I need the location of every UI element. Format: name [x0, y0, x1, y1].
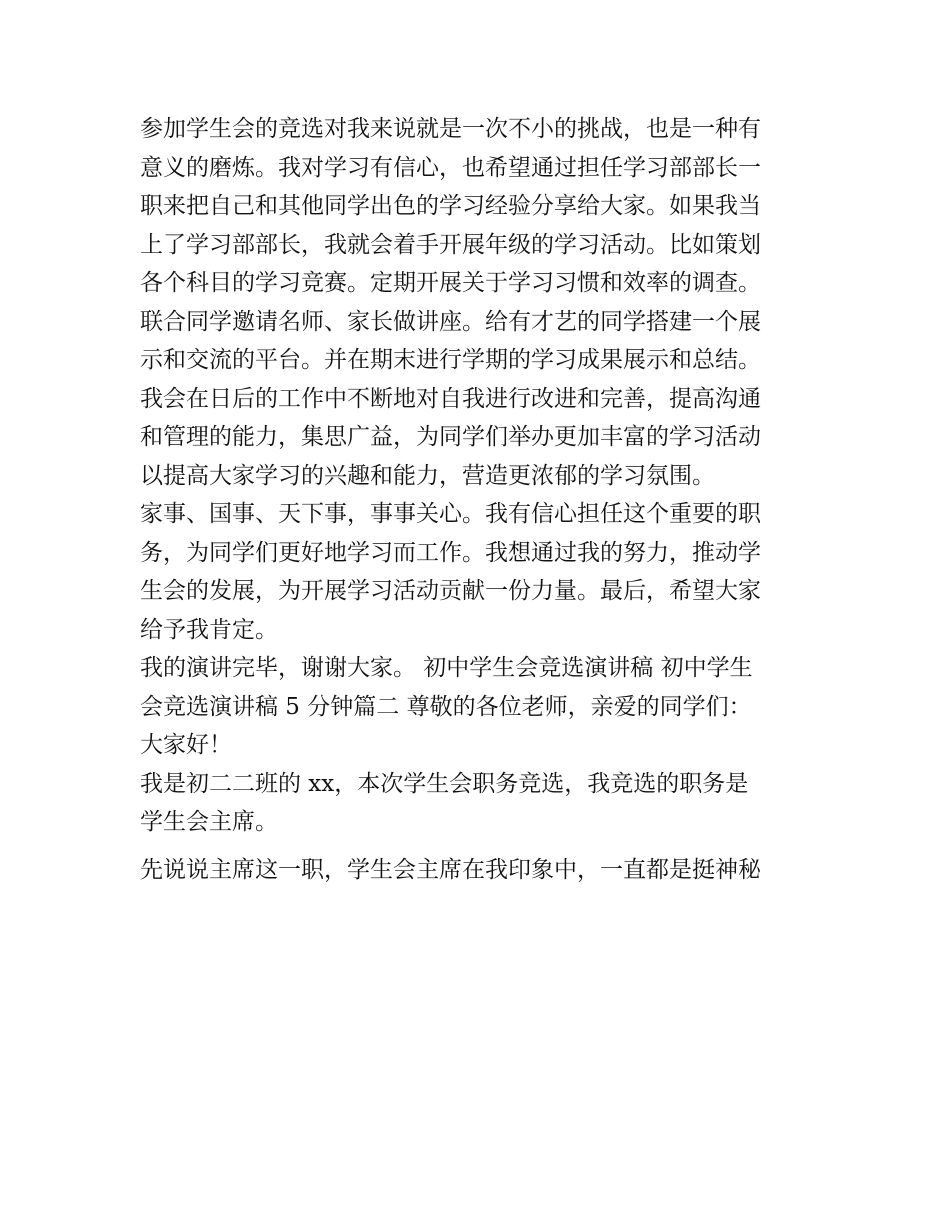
document-body: [140, 110, 820, 889]
text-line: 职来把自己和其他同学出色的学习经验分享给大家。如果我当: [140, 193, 761, 219]
text-line: 务，为同学们更好地学习而工作。我想通过我的努力，推动学: [140, 539, 761, 566]
text-line: 我的演讲完毕，谢谢大家。 初中学生会竞选演讲稿 初中学生: [140, 655, 753, 681]
text-line: 给予我肯定。: [140, 616, 278, 643]
text-line: 家事、国事、天下事，事事关心。我有信心担任这个重要的职: [140, 501, 761, 527]
text-line: 上了学习部部长，我就会着手开展年级的学习活动。比如策划: [140, 231, 761, 258]
text-line: 我会在日后的工作中不断地对自我进行改进和完善，提高沟通: [140, 385, 761, 412]
text-line: 示和交流的平台。并在期末进行学期的学习成果展示和总结。: [140, 347, 761, 373]
text-line: 学生会主席。: [140, 809, 278, 835]
text-line: 会竞选演讲稿 5 分钟篇二 尊敬的各位老师，亲爱的同学们：: [140, 693, 752, 720]
text-line: 联合同学邀请名师、家长做讲座。给有才艺的同学搭建一个展: [140, 308, 761, 335]
text-line: 意义的磨炼。我对学习有信心，也希望通过担任学习部部长一: [140, 154, 761, 181]
text-line: 各个科目的学习竞赛。定期开展关于学习习惯和效率的调查。: [140, 270, 761, 296]
text-line: 大家好！: [140, 732, 232, 758]
text-line: 先说说主席这一职，学生会主席在我印象中，一直都是挺神秘: [140, 856, 761, 883]
text-line: 我是初二二班的 xx，本次学生会职务竞选，我竞选的职务是: [140, 770, 749, 797]
text-line: 参加学生会的竞选对我来说就是一次不小的挑战，也是一种有: [140, 116, 761, 142]
text-line: 生会的发展，为开展学习活动贡献一份力量。最后，希望大家: [140, 578, 761, 604]
text-line: 和管理的能力，集思广益，为同学们举办更加丰富的学习活动: [140, 424, 761, 450]
text-line: 以提高大家学习的兴趣和能力，营造更浓郁的学习氛围。: [140, 462, 715, 489]
